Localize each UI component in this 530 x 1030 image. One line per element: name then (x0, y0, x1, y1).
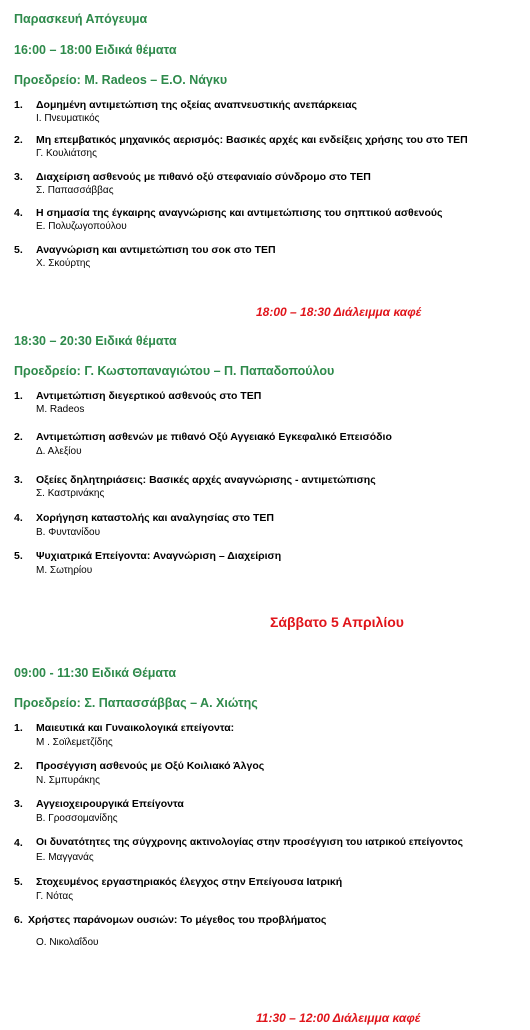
item-speaker: Β. Φυντανίδου (36, 527, 101, 538)
day-heading-saturday: Σάββατο 5 Απριλίου (270, 614, 404, 630)
item-title: Η σημασία της έγκαιρης αναγνώρισης και αντιμετώπισης του σηπτικού ασθενούς (36, 207, 443, 219)
item-speaker: Γ. Κουλιάτσης (36, 148, 97, 159)
session-time: 09:00 - 11:30 Ειδικά Θέματα (14, 666, 177, 680)
item-number: 3. (14, 798, 23, 810)
item-number: 4. (14, 207, 23, 219)
session-chairs: Προεδρείο: M. Radeos – Ε.Ο. Νάγκυ (14, 73, 228, 87)
item-title: Ψυχιατρικά Επείγοντα: Αναγνώριση – Διαχείριση (36, 550, 282, 562)
session-chairs: Προεδρείο: Σ. Παπασσάββας – Α. Χιώτης (14, 696, 258, 710)
item-title: Αντιμετώπιση ασθενών με πιθανό Οξύ Αγγειακό Εγκεφαλικό Επεισόδιο (36, 431, 392, 443)
item-title: Χορήγηση καταστολής και αναλγησίας στο ΤΕΠ (36, 512, 275, 524)
item-number: 4. (14, 837, 23, 849)
item-speaker: Ε. Πολυζωγοπούλου (36, 221, 127, 232)
item-speaker: Δ. Αλεξίου (36, 446, 82, 457)
item-title: Οι δυνατότητες της σύγχρονης ακτινολογίας στην προσέγγιση του ιατρικού επείγοντος (36, 837, 463, 848)
item-number: 5. (14, 876, 23, 888)
item-number: 4. (14, 512, 23, 524)
session-chairs: Προεδρείο: Γ. Κωστοπαναγιώτου – Π. Παπαδοπούλου (14, 364, 335, 378)
session-time: 16:00 – 18:00 Ειδικά θέματα (14, 43, 177, 57)
item-title: Χρήστες παράνομων ουσιών: Το μέγεθος του προβλήματος (28, 914, 327, 926)
session-time: 18:30 – 20:30 Ειδικά θέματα (14, 334, 177, 348)
item-title: Αναγνώριση και αντιμετώπιση του σοκ στο ΤΕΠ (36, 244, 276, 256)
item-speaker: M. Radeos (36, 404, 85, 415)
item-speaker: Σ. Καστρινάκης (36, 488, 105, 499)
item-title: Προσέγγιση ασθενούς με Οξύ Κοιλιακό Άλγος (36, 760, 265, 772)
item-speaker: Ε. Μαγγανάς (36, 852, 94, 863)
item-speaker: Ν. Σμπυράκης (36, 775, 100, 786)
item-title: Μαιευτικά και Γυναικολογικά επείγοντα: (36, 722, 235, 734)
item-speaker: Γ. Νότας (36, 891, 74, 902)
item-speaker: Β. Γροσσομανίδης (36, 813, 118, 824)
item-number: 6. (14, 914, 23, 926)
item-number: 5. (14, 244, 23, 256)
item-number: 1. (14, 390, 23, 402)
item-speaker: Μ. Σωτηρίου (36, 565, 93, 576)
item-number: 5. (14, 550, 23, 562)
item-number: 1. (14, 722, 23, 734)
item-speaker: Σ. Παπασσάββας (36, 185, 114, 196)
item-speaker: Ι. Πνευματικός (36, 113, 100, 124)
item-number: 2. (14, 760, 23, 772)
item-title: Διαχείριση ασθενούς με πιθανό οξύ στεφανιαίο σύνδρομο στο ΤΕΠ (36, 171, 371, 183)
item-title: Στοχευμένος εργαστηριακός έλεγχος στην Επείγουσα Ιατρική (36, 876, 343, 888)
item-title: Αγγειοχειρουργικά Επείγοντα (36, 798, 184, 810)
item-speaker: Μ . Σοϊλεμετζίδης (36, 737, 113, 748)
item-speaker: Ο. Νικολαΐδου (36, 937, 99, 948)
day-heading-friday: Παρασκευή Απόγευμα (14, 12, 148, 26)
item-number: 3. (14, 171, 23, 183)
item-number: 2. (14, 134, 23, 146)
item-title: Μη επεμβατικός μηχανικός αερισμός: Βασικές αρχές και ενδείξεις χρήσης του στο ΤΕΠ (36, 134, 468, 146)
coffee-break-2: 11:30 – 12:00 Διάλειμμα καφέ (256, 1011, 421, 1025)
item-number: 3. (14, 474, 23, 486)
item-title: Οξείες δηλητηριάσεις: Βασικές αρχές αναγνώρισης - αντιμετώπισης (36, 474, 376, 486)
item-title: Αντιμετώπιση διεγερτικού ασθενούς στο ΤΕΠ (36, 390, 262, 402)
item-speaker: Χ. Σκούρτης (36, 258, 91, 269)
item-title: Δομημένη αντιμετώπιση της οξείας αναπνευστικής ανεπάρκειας (36, 99, 357, 111)
coffee-break-1: 18:00 – 18:30 Διάλειμμα καφέ (256, 305, 422, 319)
item-number: 1. (14, 99, 23, 111)
item-number: 2. (14, 431, 23, 443)
